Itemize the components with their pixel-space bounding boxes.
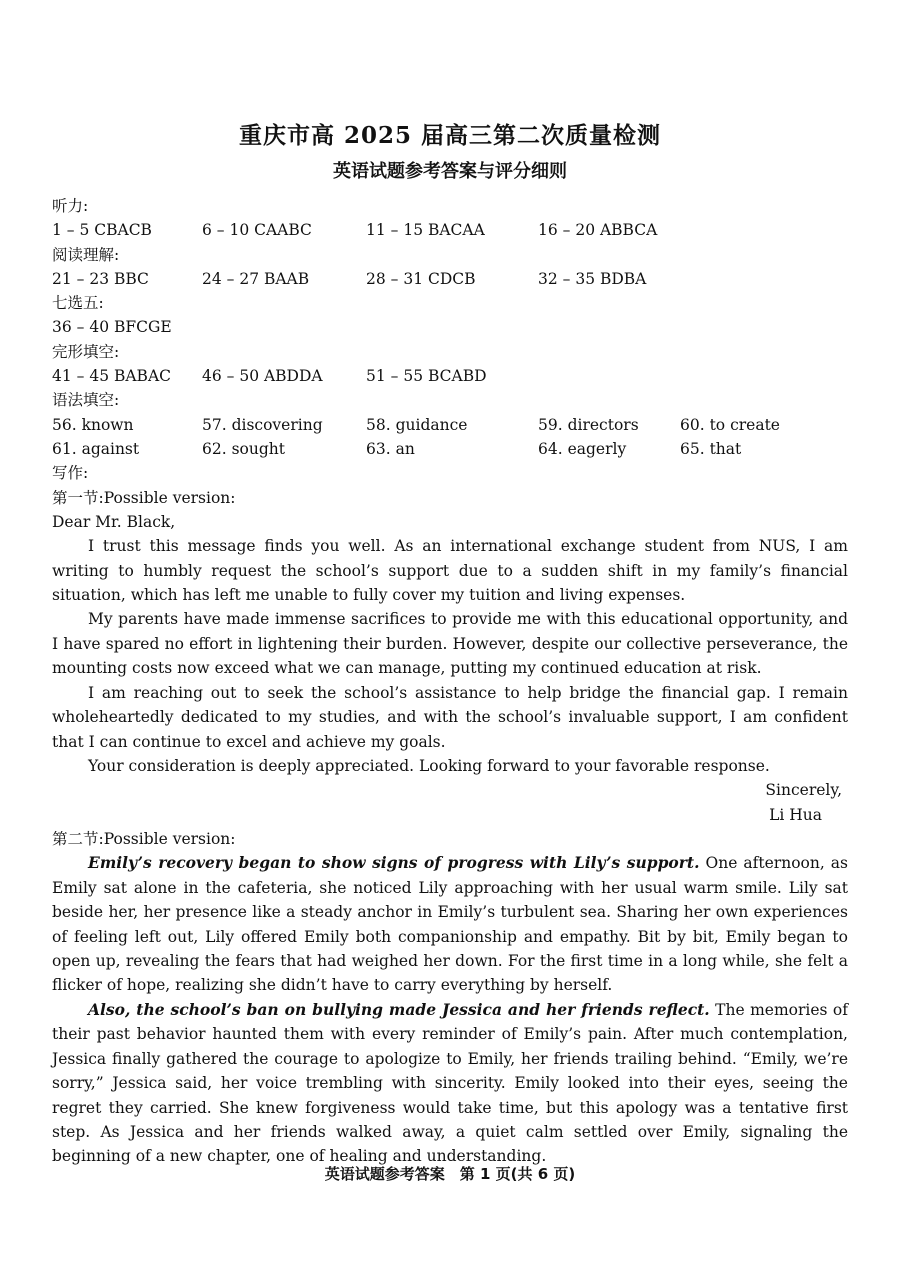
answer-group: 24 – 27 BAAB: [202, 269, 310, 288]
answer-item: 58. guidance: [366, 415, 468, 434]
section-label-writing: 写作:: [52, 464, 89, 483]
answer-item: 59. directors: [538, 415, 639, 434]
paragraph-body: The memories of their past behavior haunted them with every reminder of Emily’s pain. After much contemplation, Jessica finally gathered the courage to apologize to Emily, her friends trailing behind. “Emily, we’re sorry,” Jessica said, her voice trembling with sincerity. Emily looked into their eyes, seeing the regret they carried. She knew forgiveness would take time, but this apology was a tentative first step. As Jessica and her friends walked away, a quiet calm settled over Emily, signaling the beginning of a new chapter, one of healing and understanding.: [52, 1000, 848, 1166]
paragraph-body: One afternoon, as Emily sat alone in the cafeteria, she noticed Lily approaching with her usual warm smile. Lily sat beside her, her presence like a steady anchor in Emily’s turbulent sea. Sharing her own experiences of feeling left out, Lily offered Emily both companionship and empathy. Bit by bit, Emily began to open up, revealing the fears that had weighed her down. For the first time in a long while, she felt a flicker of hope, realizing she didn’t have to carry everything by herself.: [52, 854, 848, 995]
paragraph-lead-sentence: Also, the school’s ban on bullying made Jessica and her friends reflect.: [88, 999, 710, 1019]
closing-word: Sincerely,: [765, 781, 842, 800]
answer-item: 62. sought: [202, 439, 285, 458]
answer-row-grammar-2: [52, 437, 848, 461]
paragraph-lead-sentence: Emily’s recovery began to show signs of progress with Lily’s support.: [88, 853, 700, 873]
letter-signature: [52, 803, 848, 827]
answer-group: 11 – 15 BACAA: [366, 221, 485, 240]
section-label-listening: 听力:: [52, 197, 89, 215]
story-paragraph-1: [52, 851, 848, 997]
answer-item: 65. that: [680, 439, 742, 458]
answer-group: 51 – 55 BCABD: [366, 367, 487, 386]
answer-row-seven: [52, 315, 848, 339]
story-paragraph-2: [52, 998, 848, 1169]
answer-group: 36 – 40 BFCGE: [52, 318, 172, 337]
answer-item: 60. to create: [680, 415, 780, 434]
section-label-cloze: 完形填空:: [52, 342, 120, 361]
answer-group: 16 – 20 ABBCA: [538, 221, 658, 240]
part1-label: 第一节:Possible version:: [52, 488, 236, 507]
answer-group: 41 – 45 BABAC: [52, 367, 172, 386]
signature-name: Li Hua: [769, 805, 822, 824]
answer-sheet: [52, 118, 848, 1169]
answer-group: 46 – 50 ABDDA: [202, 367, 323, 386]
answer-group: 32 – 35 BDBA: [538, 269, 647, 288]
answer-item: 63. an: [366, 439, 415, 458]
answer-item: 64. eagerly: [538, 439, 627, 458]
answer-row-grammar-1: [52, 413, 848, 437]
answer-row-reading: [52, 267, 848, 291]
answer-row-listening: [52, 218, 848, 242]
answer-group: 6 – 10 CAABC: [202, 221, 312, 240]
section-label-seven: 七选五:: [52, 294, 104, 313]
page-title: 重庆市高 2025 届高三第二次质量检测: [238, 122, 662, 149]
letter-paragraph: I am reaching out to seek the school’s assistance to help bridge the financial gap. I remain wholeheartedly dedicated to my studies, and with the school’s invaluable support, I am confident that I can continue to excel and achieve my goals.: [52, 683, 848, 751]
answer-group: 1 – 5 CBACB: [52, 221, 152, 240]
page-subtitle: 英语试题参考答案与评分细则: [333, 161, 567, 182]
part2-label: 第二节:Possible version:: [52, 830, 236, 849]
answer-group: 28 – 31 CDCB: [366, 269, 476, 288]
letter-paragraph: My parents have made immense sacrifices to provide me with this educational opportunity, and I have spared no effort in lightening their burden. However, despite our collective perseverance, the mounting costs now exceed what we can manage, putting my continued education at risk.: [52, 610, 848, 678]
section-label-reading: 阅读理解:: [52, 245, 120, 264]
section-label-grammar: 语法填空:: [52, 391, 120, 410]
answer-item: 57. discovering: [202, 415, 323, 434]
letter-greeting: Dear Mr. Black,: [52, 512, 176, 531]
letter-paragraph: Your consideration is deeply appreciated. Looking forward to your favorable response.: [88, 756, 770, 775]
answer-item: 56. known: [52, 415, 134, 434]
letter-closing: [52, 778, 848, 802]
page-footer: 英语试题参考答案 第 1 页(共 6 页): [324, 1165, 576, 1183]
answer-row-cloze: [52, 364, 848, 388]
answer-group: 21 – 23 BBC: [52, 269, 149, 288]
answer-item: 61. against: [52, 439, 140, 458]
letter-paragraph: I trust this message finds you well. As an international exchange student from NUS, I am writing to humbly request the school’s support due to a sudden shift in my family’s financial situation, which has left me unable to fully cover my tuition and living expenses.: [52, 537, 848, 605]
